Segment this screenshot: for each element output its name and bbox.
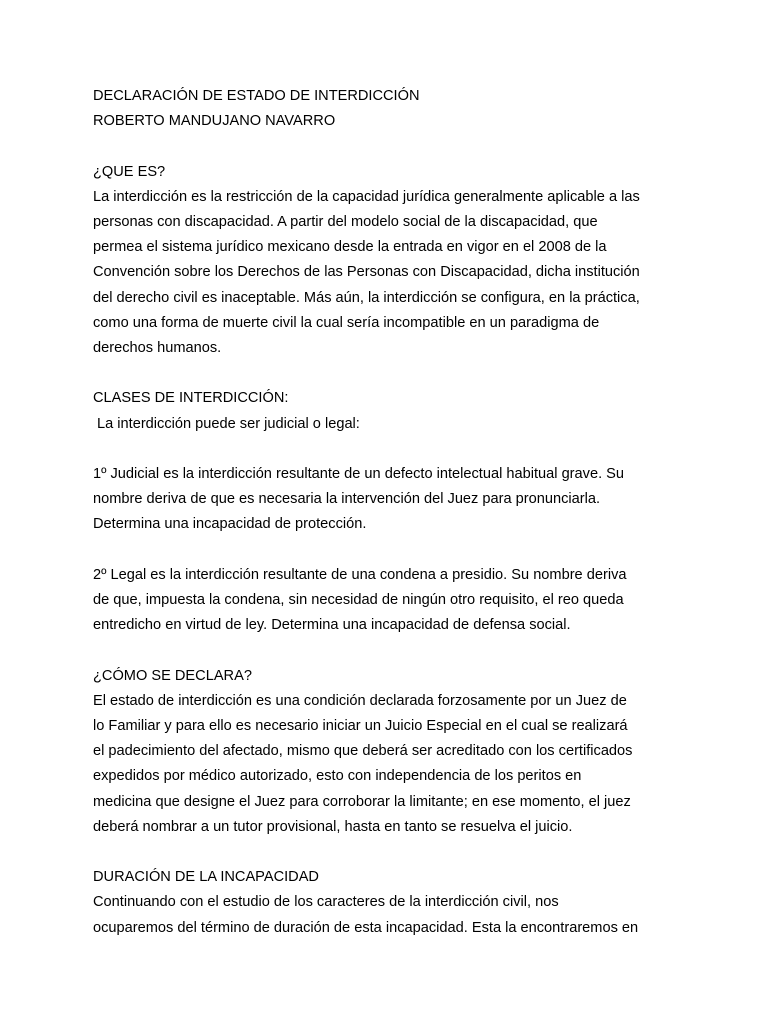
section-heading-duracion: DURACIÓN DE LA INCAPACIDAD	[93, 869, 319, 886]
paragraph-line: Continuando con el estudio de los caracteres de la interdicción civil, nos	[93, 894, 559, 911]
paragraph-line: deberá nombrar a un tutor provisional, hasta en tanto se resuelva el juicio.	[93, 818, 573, 835]
blank-line	[93, 538, 683, 563]
paragraph-line: entredicho en virtud de ley. Determina una incapacidad de defensa social.	[93, 617, 571, 634]
paragraph-line: 1º Judicial es la interdicción resultante de un defecto intelectual habitual grave. Su	[93, 466, 625, 482]
clases-intro: La interdicción puede ser judicial o legal:	[97, 415, 360, 432]
paragraph-line: derechos humanos.	[93, 340, 222, 357]
section-heading-clases: CLASES DE INTERDICCIÓN:	[93, 390, 289, 407]
paragraph-line: expedidos por médico autorizado, esto con independencia de los peritos en	[93, 768, 582, 785]
paragraph-line: La interdicción es la restricción de la capacidad jurídica generalmente aplicable a las	[93, 188, 640, 205]
paragraph-line: Determina una incapacidad de protección.	[93, 516, 367, 533]
paragraph-line: Convención sobre los Derechos de las Personas con Discapacidad, dicha institución	[93, 264, 640, 281]
paragraph-line: del derecho civil es inaceptable. Más aún, la interdicción se configura, en la práctica,	[93, 289, 640, 306]
paragraph-line: como una forma de muerte civil la cual sería incompatible en un paradigma de	[93, 314, 600, 331]
paragraph-line: medicina que designe el Juez para corroborar la limitante; en ese momento, el juez	[93, 793, 631, 810]
blank-line	[93, 638, 683, 663]
paragraph-line: el padecimiento del afectado, mismo que deberá ser acreditado con los certificados	[93, 743, 633, 760]
blank-line	[93, 134, 683, 159]
blank-line	[93, 437, 683, 462]
paragraph-line: de que, impuesta la condena, sin necesidad de ningún otro requisito, el reo queda	[93, 592, 624, 608]
blank-line	[93, 361, 683, 386]
paragraph-line: 2º Legal es la interdicción resultante de una condena a presidio. Su nombre deriva	[93, 566, 627, 583]
document-author: ROBERTO MANDUJANO NAVARRO	[93, 113, 336, 130]
paragraph-line: ocuparemos del término de duración de esta incapacidad. Esta la encontraremos en	[93, 919, 639, 936]
paragraph-line: personas con discapacidad. A partir del modelo social de la discapacidad, que	[93, 214, 598, 230]
blank-line	[93, 840, 683, 865]
paragraph-line: permea el sistema jurídico mexicano desde la entrada en vigor en el 2008 de la	[93, 239, 607, 256]
document-page	[93, 84, 683, 941]
document-title: DECLARACIÓN DE ESTADO DE INTERDICCIÓN	[93, 88, 420, 104]
section-heading-como: ¿CÓMO SE DECLARA?	[93, 667, 252, 684]
section-heading-que-es: ¿QUE ES?	[93, 163, 166, 180]
paragraph-line: lo Familiar y para ello es necesario iniciar un Juicio Especial en el cual se realizará	[93, 718, 628, 734]
paragraph-line: nombre deriva de que es necesaria la intervención del Juez para pronunciarla.	[93, 491, 601, 508]
paragraph-line: El estado de interdicción es una condición declarada forzosamente por un Juez de	[93, 692, 627, 709]
